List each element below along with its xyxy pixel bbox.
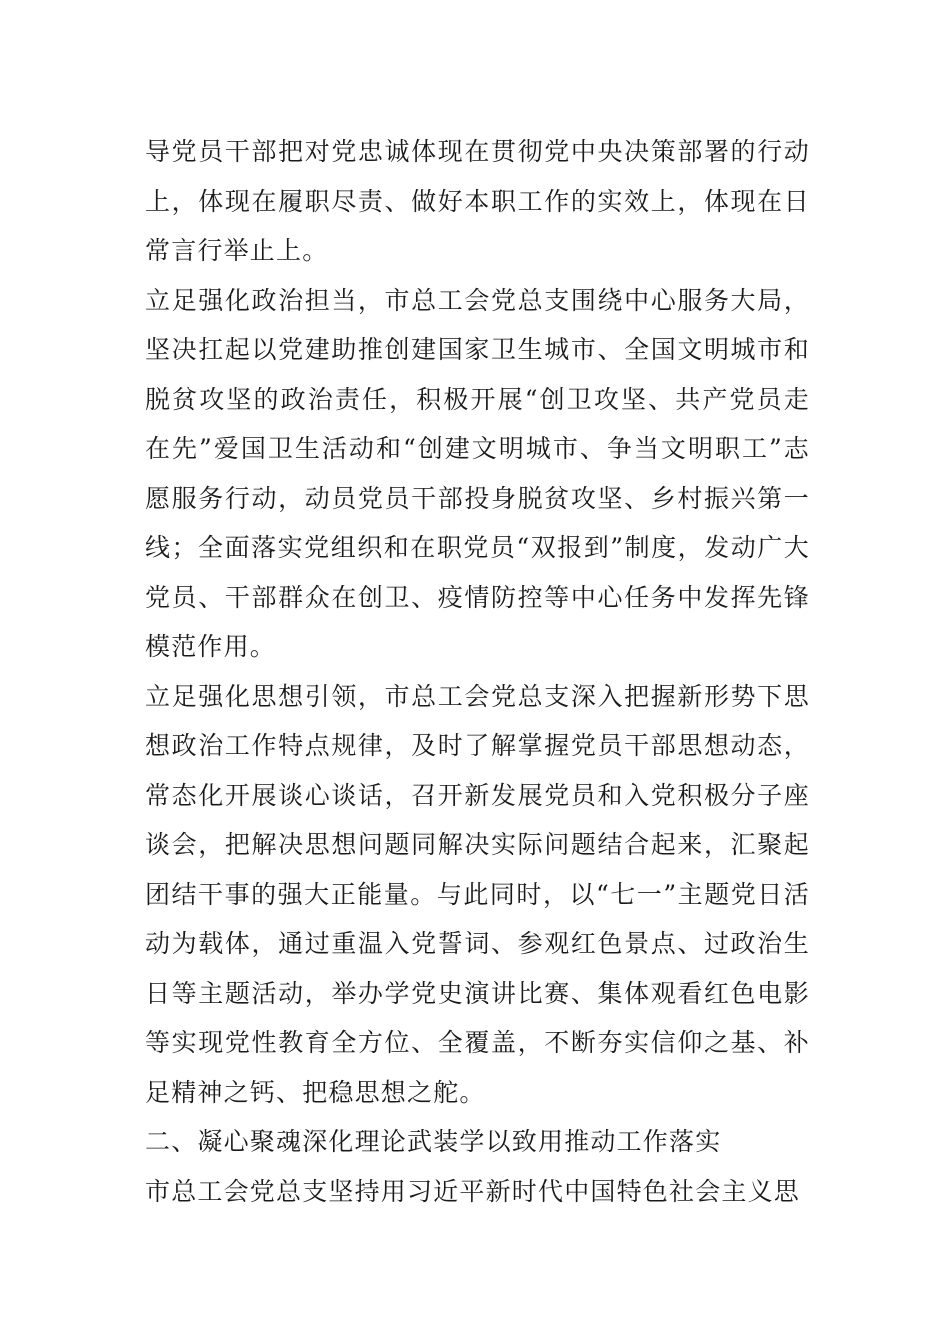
section-heading: 二、凝心聚魂深化理论武装学以致用推动工作落实 [145, 1127, 722, 1156]
paragraph-2: 立足强化政治担当，市总工会党总支围绕中心服务大局，坚决扛起以党建助推创建国家卫生城市、全国文明城市和脱贫攻坚的政治责任，积极开展“创卫攻坚、共产党员走在先”爱国卫生活动和“创建文明城市、争当文明职工”志愿服务行动，动员党员干部投身脱贫攻坚、乡村振兴第一线；全面落实党组织和在职党员“双报到”制度，发动广大党员、干部群众在创卫、疫情防控等中心任务中发挥先锋模范作用。 [145, 285, 810, 661]
paragraph-4: 市总工会党总支坚持用习近平新时代中国特色社会主义思 [145, 1176, 801, 1206]
paragraph-3: 立足强化思想引领，市总工会党总支深入把握新形势下思想政治工作特点规律，及时了解掌握党员干部思想动态，常态化开展谈心谈话，召开新发展党员和入党积极分子座谈会，把解决思想问题同解决实际问题结合起来，汇聚起团结干事的强大正能量。与此同时，以“七一”主题党日活动为载体，通过重温入党誓词、参观红色景点、过政治生日等主题活动，举办学党史演讲比赛、集体观看红色电影等实现党性教育全方位、全覆盖，不断夯实信仰之基、补足精神之钙、把稳思想之舵。 [145, 681, 810, 1107]
paragraph-1: 导党员干部把对党忠诚体现在贯彻党中央决策部署的行动上，体现在履职尽责、做好本职工作的实效上，体现在日常言行举止上。 [145, 137, 810, 265]
document-body [145, 127, 810, 1216]
